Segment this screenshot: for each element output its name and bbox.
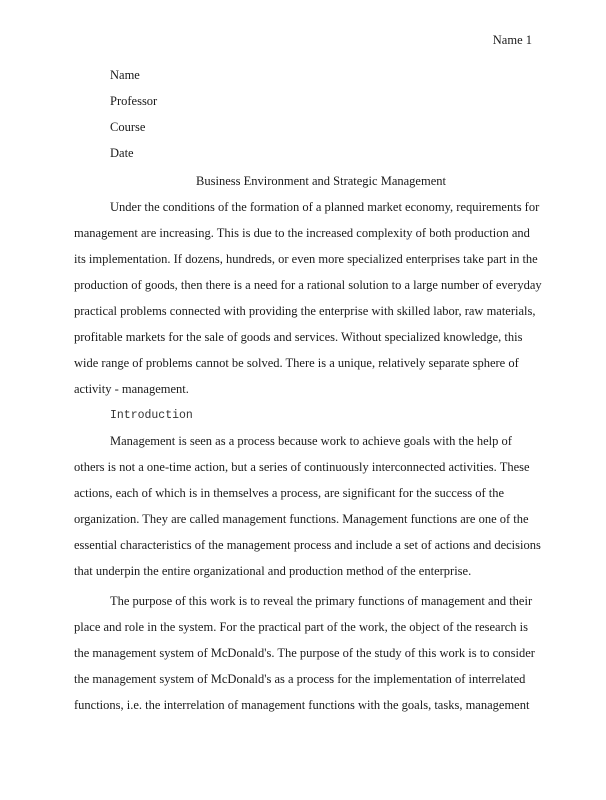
running-head: Name 1 (492, 33, 532, 47)
paragraph-line: management are increasing. This is due to the increased complexity of both production and (74, 226, 530, 240)
document-title: Business Environment and Strategic Management (196, 174, 446, 188)
paragraph-line: that underpin the entire organizational and production method of the enterprise. (74, 564, 472, 578)
paragraph-line: functions, i.e. the interrelation of management functions with the goals, tasks, management (74, 698, 530, 712)
student-name: Name (110, 68, 140, 82)
date: Date (110, 146, 134, 160)
professor-name: Professor (110, 94, 158, 108)
paragraph-line: organization. They are called management functions. Management functions are one of the (74, 512, 529, 526)
paragraph-line: its implementation. If dozens, hundreds, or even more specialized enterprises take part in the (74, 252, 538, 266)
paragraph-line: others is not a one-time action, but a series of continuously interconnected activities. These (74, 460, 530, 474)
paragraph-line: practical problems connected with providing the enterprise with skilled labor, raw materials, (74, 304, 536, 318)
paragraph-line: place and role in the system. For the practical part of the work, the object of the research is (74, 620, 528, 634)
paragraph-line: actions, each of which is in themselves a process, are significant for the success of the (74, 486, 505, 500)
paragraph-line: Management is seen as a process because work to achieve goals with the help of (110, 434, 512, 448)
paragraph-line: essential characteristics of the management process and include a set of actions and decisions (74, 538, 541, 552)
paragraph-line: wide range of problems cannot be solved. There is a unique, relatively separate sphere of (74, 356, 519, 370)
paragraph-line: activity - management. (74, 382, 189, 396)
paragraph-line: Under the conditions of the formation of a planned market economy, requirements for (110, 200, 540, 214)
paragraph-line: the management system of McDonald's as a process for the implementation of interrelated (74, 672, 526, 686)
course-name: Course (110, 120, 146, 134)
paragraph-line: the management system of McDonald's. The purpose of the study of this work is to consider (74, 646, 535, 660)
paragraph-line: The purpose of this work is to reveal the primary functions of management and their (110, 594, 533, 608)
paragraph-line: production of goods, then there is a need for a rational solution to a large number of everyday (74, 278, 542, 292)
paragraph-line: profitable markets for the sale of goods and services. Without specialized knowledge, this (74, 330, 523, 344)
section-heading: Introduction (110, 409, 193, 422)
